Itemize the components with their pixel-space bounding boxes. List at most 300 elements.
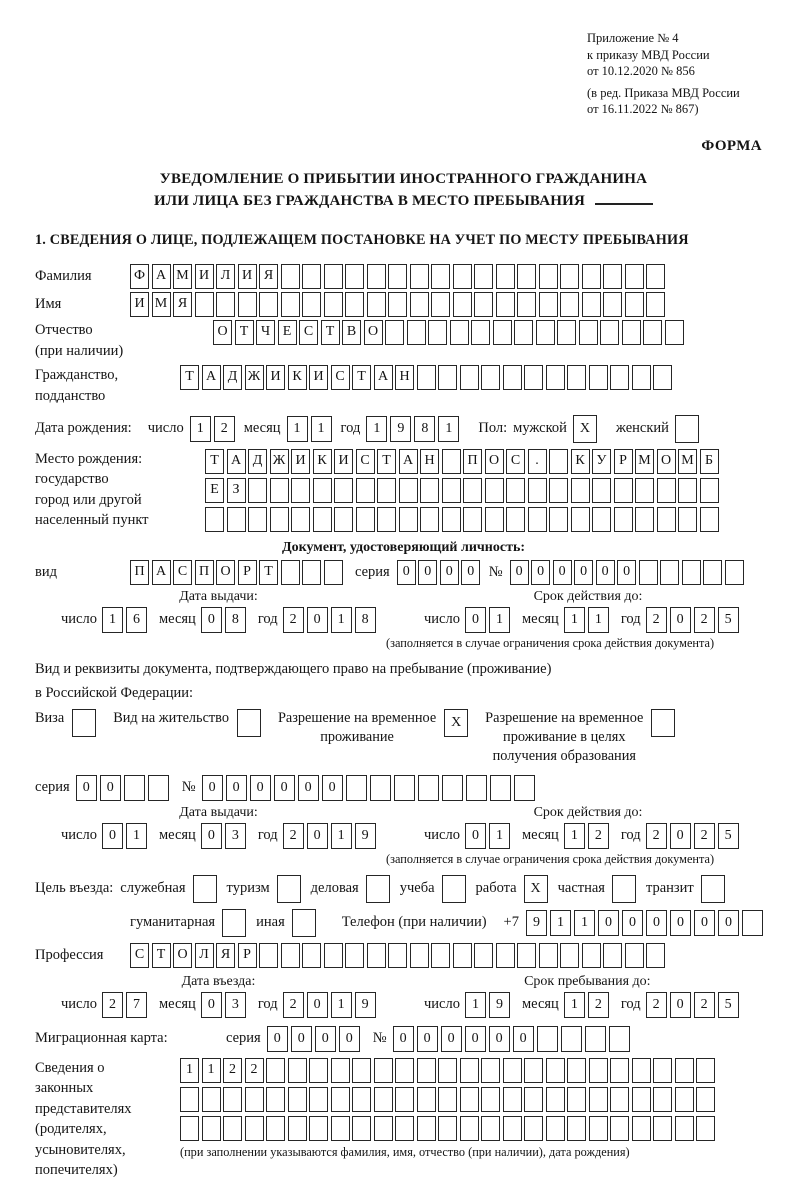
form-cell[interactable] (625, 264, 644, 289)
form-cell[interactable]: 9 (489, 992, 510, 1018)
form-cell[interactable]: 0 (250, 775, 271, 801)
form-cell[interactable] (431, 292, 450, 317)
form-cell[interactable]: 0 (441, 1026, 462, 1052)
form-cell[interactable]: З (227, 478, 246, 503)
form-cell[interactable] (610, 1116, 629, 1141)
form-cell[interactable] (571, 507, 590, 532)
form-cell[interactable] (524, 1087, 543, 1112)
form-cell[interactable]: 7 (126, 992, 147, 1018)
form-cell[interactable]: Т (352, 365, 371, 390)
form-cell[interactable]: Т (205, 449, 224, 474)
form-cell[interactable]: 0 (100, 775, 121, 801)
form-cell[interactable] (438, 1058, 457, 1083)
form-cell[interactable]: 2 (694, 607, 715, 633)
form-cell[interactable]: Т (259, 560, 278, 585)
form-cell[interactable]: 5 (718, 992, 739, 1018)
form-cell[interactable] (517, 292, 536, 317)
form-cell[interactable] (428, 320, 447, 345)
form-cell[interactable]: А (152, 560, 171, 585)
form-cell[interactable]: С (356, 449, 375, 474)
form-cell[interactable]: 1 (489, 607, 510, 633)
form-cell[interactable]: Е (278, 320, 297, 345)
form-cell[interactable] (270, 507, 289, 532)
form-cell[interactable] (367, 292, 386, 317)
checkbox-cell[interactable]: X (573, 415, 597, 443)
form-cell[interactable]: Я (259, 264, 278, 289)
form-cell[interactable]: 0 (202, 775, 223, 801)
form-cell[interactable]: 0 (201, 992, 222, 1018)
form-cell[interactable]: 0 (465, 823, 486, 849)
form-cell[interactable] (377, 478, 396, 503)
form-cell[interactable] (281, 943, 300, 968)
form-cell[interactable]: 1 (180, 1058, 199, 1083)
form-cell[interactable]: С (173, 560, 192, 585)
form-cell[interactable]: 1 (564, 823, 585, 849)
form-cell[interactable] (567, 1058, 586, 1083)
form-cell[interactable] (703, 560, 722, 585)
form-cell[interactable] (585, 1026, 606, 1052)
form-cell[interactable] (377, 507, 396, 532)
form-cell[interactable] (417, 1058, 436, 1083)
form-cell[interactable]: 1 (564, 992, 585, 1018)
checkbox-cell[interactable] (72, 709, 96, 737)
form-cell[interactable] (334, 507, 353, 532)
form-cell[interactable] (503, 365, 522, 390)
form-cell[interactable]: А (152, 264, 171, 289)
form-cell[interactable] (503, 1058, 522, 1083)
form-cell[interactable] (399, 507, 418, 532)
form-cell[interactable] (503, 1116, 522, 1141)
form-cell[interactable] (370, 775, 391, 801)
form-cell[interactable]: О (213, 320, 232, 345)
form-cell[interactable]: Т (180, 365, 199, 390)
form-cell[interactable] (665, 320, 684, 345)
form-cell[interactable]: И (266, 365, 285, 390)
form-cell[interactable] (270, 478, 289, 503)
form-cell[interactable] (539, 943, 558, 968)
form-cell[interactable]: 1 (331, 607, 352, 633)
form-cell[interactable] (367, 264, 386, 289)
form-cell[interactable] (517, 943, 536, 968)
form-cell[interactable] (657, 478, 676, 503)
form-cell[interactable]: 0 (670, 607, 691, 633)
form-cell[interactable]: О (216, 560, 235, 585)
form-cell[interactable]: 0 (617, 560, 636, 585)
form-cell[interactable]: Т (321, 320, 340, 345)
form-cell[interactable] (546, 1087, 565, 1112)
form-cell[interactable] (374, 1058, 393, 1083)
form-cell[interactable] (610, 1058, 629, 1083)
form-cell[interactable]: 0 (397, 560, 416, 585)
form-cell[interactable] (313, 507, 332, 532)
form-cell[interactable] (592, 478, 611, 503)
form-cell[interactable]: 0 (553, 560, 572, 585)
checkbox-cell[interactable]: X (444, 709, 468, 737)
form-cell[interactable] (309, 1058, 328, 1083)
form-cell[interactable] (582, 943, 601, 968)
form-cell[interactable]: 1 (190, 416, 211, 442)
form-cell[interactable] (536, 320, 555, 345)
form-cell[interactable] (438, 365, 457, 390)
form-cell[interactable] (603, 292, 622, 317)
form-cell[interactable]: Е (205, 478, 224, 503)
form-cell[interactable]: М (152, 292, 171, 317)
form-cell[interactable] (485, 507, 504, 532)
form-cell[interactable] (124, 775, 145, 801)
form-cell[interactable]: В (342, 320, 361, 345)
form-cell[interactable] (493, 320, 512, 345)
form-cell[interactable] (646, 292, 665, 317)
form-cell[interactable] (678, 478, 697, 503)
form-cell[interactable]: Я (173, 292, 192, 317)
checkbox-cell[interactable] (193, 875, 217, 903)
form-cell[interactable] (742, 910, 763, 936)
form-cell[interactable] (546, 1058, 565, 1083)
form-cell[interactable] (646, 264, 665, 289)
form-cell[interactable] (589, 1058, 608, 1083)
form-cell[interactable]: Д (223, 365, 242, 390)
form-cell[interactable] (420, 478, 439, 503)
form-cell[interactable]: 2 (588, 823, 609, 849)
form-cell[interactable]: А (227, 449, 246, 474)
form-cell[interactable] (557, 320, 576, 345)
form-cell[interactable]: И (130, 292, 149, 317)
form-cell[interactable] (438, 1116, 457, 1141)
form-cell[interactable] (195, 292, 214, 317)
form-cell[interactable] (352, 1087, 371, 1112)
form-cell[interactable] (463, 478, 482, 503)
form-cell[interactable]: 0 (298, 775, 319, 801)
form-cell[interactable] (589, 365, 608, 390)
form-cell[interactable]: 9 (390, 416, 411, 442)
form-cell[interactable] (345, 264, 364, 289)
checkbox-cell[interactable] (651, 709, 675, 737)
form-cell[interactable] (417, 365, 436, 390)
form-cell[interactable]: 8 (414, 416, 435, 442)
form-cell[interactable] (266, 1087, 285, 1112)
form-cell[interactable]: 0 (646, 910, 667, 936)
form-cell[interactable] (625, 292, 644, 317)
form-cell[interactable]: 2 (646, 823, 667, 849)
form-cell[interactable]: 0 (226, 775, 247, 801)
form-cell[interactable] (635, 507, 654, 532)
form-cell[interactable] (345, 292, 364, 317)
form-cell[interactable]: 1 (331, 823, 352, 849)
form-cell[interactable]: М (635, 449, 654, 474)
form-cell[interactable] (324, 943, 343, 968)
form-cell[interactable] (537, 1026, 558, 1052)
form-cell[interactable] (205, 507, 224, 532)
form-cell[interactable]: 0 (718, 910, 739, 936)
form-cell[interactable]: У (592, 449, 611, 474)
form-cell[interactable] (524, 1058, 543, 1083)
form-cell[interactable]: А (399, 449, 418, 474)
form-cell[interactable] (549, 449, 568, 474)
form-cell[interactable] (503, 1087, 522, 1112)
form-cell[interactable]: Р (238, 943, 257, 968)
form-cell[interactable]: 0 (267, 1026, 288, 1052)
form-cell[interactable]: Т (152, 943, 171, 968)
form-cell[interactable] (675, 1087, 694, 1112)
form-cell[interactable]: 0 (596, 560, 615, 585)
form-cell[interactable] (635, 478, 654, 503)
form-cell[interactable] (579, 320, 598, 345)
form-cell[interactable]: Т (377, 449, 396, 474)
form-cell[interactable]: 2 (283, 992, 304, 1018)
form-cell[interactable] (539, 264, 558, 289)
form-cell[interactable]: 0 (598, 910, 619, 936)
form-cell[interactable] (248, 507, 267, 532)
checkbox-cell[interactable] (292, 909, 316, 937)
form-cell[interactable] (471, 320, 490, 345)
form-cell[interactable] (632, 1116, 651, 1141)
form-cell[interactable]: Д (248, 449, 267, 474)
form-cell[interactable] (646, 943, 665, 968)
form-cell[interactable] (374, 1116, 393, 1141)
form-cell[interactable]: К (288, 365, 307, 390)
form-cell[interactable]: 0 (307, 823, 328, 849)
form-cell[interactable]: 0 (418, 560, 437, 585)
form-cell[interactable]: 0 (307, 992, 328, 1018)
form-cell[interactable]: 0 (670, 992, 691, 1018)
form-cell[interactable] (496, 264, 515, 289)
form-cell[interactable] (223, 1116, 242, 1141)
form-cell[interactable] (202, 1116, 221, 1141)
form-cell[interactable] (442, 775, 463, 801)
form-cell[interactable]: Ж (245, 365, 264, 390)
form-cell[interactable] (546, 1116, 565, 1141)
form-cell[interactable]: 0 (622, 910, 643, 936)
form-cell[interactable]: А (202, 365, 221, 390)
form-cell[interactable]: 0 (489, 1026, 510, 1052)
form-cell[interactable]: С (299, 320, 318, 345)
form-cell[interactable] (302, 264, 321, 289)
form-cell[interactable] (660, 560, 679, 585)
form-cell[interactable] (388, 943, 407, 968)
form-cell[interactable]: 2 (102, 992, 123, 1018)
form-cell[interactable] (549, 507, 568, 532)
form-cell[interactable]: С (331, 365, 350, 390)
form-cell[interactable] (410, 292, 429, 317)
form-cell[interactable] (463, 507, 482, 532)
form-cell[interactable] (603, 264, 622, 289)
form-cell[interactable] (302, 943, 321, 968)
form-cell[interactable] (281, 560, 300, 585)
form-cell[interactable] (291, 507, 310, 532)
form-cell[interactable] (346, 775, 367, 801)
form-cell[interactable] (725, 560, 744, 585)
form-cell[interactable] (496, 292, 515, 317)
form-cell[interactable] (700, 478, 719, 503)
form-cell[interactable] (546, 365, 565, 390)
form-cell[interactable] (514, 320, 533, 345)
form-cell[interactable] (442, 507, 461, 532)
form-cell[interactable] (302, 292, 321, 317)
form-cell[interactable]: 0 (291, 1026, 312, 1052)
form-cell[interactable] (592, 507, 611, 532)
form-cell[interactable] (610, 365, 629, 390)
form-cell[interactable] (466, 775, 487, 801)
form-cell[interactable] (388, 264, 407, 289)
form-cell[interactable]: Ф (130, 264, 149, 289)
form-cell[interactable]: О (657, 449, 676, 474)
form-cell[interactable]: 2 (283, 823, 304, 849)
form-cell[interactable] (506, 478, 525, 503)
form-cell[interactable] (460, 365, 479, 390)
form-cell[interactable]: И (195, 264, 214, 289)
form-cell[interactable] (696, 1116, 715, 1141)
form-cell[interactable] (227, 507, 246, 532)
form-cell[interactable]: 0 (465, 1026, 486, 1052)
form-cell[interactable] (474, 943, 493, 968)
checkbox-cell[interactable] (366, 875, 390, 903)
form-cell[interactable] (589, 1087, 608, 1112)
checkbox-cell[interactable] (237, 709, 261, 737)
form-cell[interactable] (632, 1087, 651, 1112)
form-cell[interactable] (528, 507, 547, 532)
form-cell[interactable] (309, 1087, 328, 1112)
form-cell[interactable]: 0 (102, 823, 123, 849)
form-cell[interactable]: 0 (307, 607, 328, 633)
form-cell[interactable] (474, 292, 493, 317)
form-cell[interactable]: И (238, 264, 257, 289)
form-cell[interactable]: 3 (225, 823, 246, 849)
form-cell[interactable]: 6 (126, 607, 147, 633)
form-cell[interactable] (248, 478, 267, 503)
form-cell[interactable] (517, 264, 536, 289)
form-cell[interactable]: 2 (588, 992, 609, 1018)
form-cell[interactable] (313, 478, 332, 503)
form-cell[interactable] (653, 1087, 672, 1112)
form-cell[interactable]: 1 (202, 1058, 221, 1083)
form-cell[interactable] (334, 478, 353, 503)
form-cell[interactable] (490, 775, 511, 801)
form-cell[interactable]: 9 (355, 823, 376, 849)
form-cell[interactable]: Н (395, 365, 414, 390)
form-cell[interactable] (614, 478, 633, 503)
form-cell[interactable] (675, 1116, 694, 1141)
form-cell[interactable] (632, 1058, 651, 1083)
checkbox-cell[interactable]: X (524, 875, 548, 903)
form-cell[interactable] (385, 320, 404, 345)
form-cell[interactable] (589, 1116, 608, 1141)
form-cell[interactable] (481, 1116, 500, 1141)
form-cell[interactable] (352, 1058, 371, 1083)
form-cell[interactable] (632, 365, 651, 390)
form-cell[interactable] (331, 1116, 350, 1141)
form-cell[interactable] (653, 365, 672, 390)
form-cell[interactable] (180, 1116, 199, 1141)
form-cell[interactable]: 2 (223, 1058, 242, 1083)
form-cell[interactable]: 2 (694, 992, 715, 1018)
form-cell[interactable]: Ч (256, 320, 275, 345)
form-cell[interactable]: 2 (245, 1058, 264, 1083)
form-cell[interactable] (399, 478, 418, 503)
form-cell[interactable]: И (291, 449, 310, 474)
checkbox-cell[interactable] (675, 415, 699, 443)
form-cell[interactable]: 1 (574, 910, 595, 936)
form-cell[interactable]: 8 (355, 607, 376, 633)
form-cell[interactable] (696, 1087, 715, 1112)
form-cell[interactable]: 0 (531, 560, 550, 585)
form-cell[interactable] (460, 1058, 479, 1083)
form-cell[interactable] (524, 365, 543, 390)
form-cell[interactable] (410, 264, 429, 289)
form-cell[interactable]: 2 (283, 607, 304, 633)
form-cell[interactable]: 1 (438, 416, 459, 442)
form-cell[interactable] (438, 1087, 457, 1112)
form-cell[interactable]: П (195, 560, 214, 585)
form-cell[interactable] (560, 264, 579, 289)
form-cell[interactable] (610, 1087, 629, 1112)
form-cell[interactable] (567, 1116, 586, 1141)
form-cell[interactable]: 0 (417, 1026, 438, 1052)
form-cell[interactable] (460, 1087, 479, 1112)
form-cell[interactable] (442, 478, 461, 503)
form-cell[interactable]: 8 (225, 607, 246, 633)
form-cell[interactable]: 1 (564, 607, 585, 633)
form-cell[interactable]: 1 (287, 416, 308, 442)
form-cell[interactable] (549, 478, 568, 503)
form-cell[interactable]: Л (195, 943, 214, 968)
form-cell[interactable] (603, 943, 622, 968)
checkbox-cell[interactable] (612, 875, 636, 903)
form-cell[interactable]: П (130, 560, 149, 585)
form-cell[interactable]: 0 (315, 1026, 336, 1052)
form-cell[interactable] (388, 292, 407, 317)
form-cell[interactable] (514, 775, 535, 801)
form-cell[interactable]: 0 (670, 823, 691, 849)
form-cell[interactable] (245, 1087, 264, 1112)
form-cell[interactable] (324, 292, 343, 317)
form-cell[interactable] (600, 320, 619, 345)
form-cell[interactable] (560, 292, 579, 317)
form-cell[interactable] (614, 507, 633, 532)
form-cell[interactable] (395, 1116, 414, 1141)
form-cell[interactable]: 5 (718, 607, 739, 633)
form-cell[interactable] (417, 1116, 436, 1141)
form-cell[interactable]: 3 (225, 992, 246, 1018)
form-cell[interactable]: 2 (646, 992, 667, 1018)
form-cell[interactable]: Я (216, 943, 235, 968)
form-cell[interactable] (259, 292, 278, 317)
form-cell[interactable] (395, 1087, 414, 1112)
form-cell[interactable] (450, 320, 469, 345)
form-cell[interactable] (291, 478, 310, 503)
form-cell[interactable]: 1 (331, 992, 352, 1018)
form-cell[interactable] (539, 292, 558, 317)
form-cell[interactable] (506, 507, 525, 532)
form-cell[interactable] (567, 365, 586, 390)
form-cell[interactable]: К (571, 449, 590, 474)
form-cell[interactable] (481, 1087, 500, 1112)
form-cell[interactable] (700, 507, 719, 532)
form-cell[interactable] (675, 1058, 694, 1083)
form-cell[interactable]: 0 (201, 607, 222, 633)
form-cell[interactable] (653, 1058, 672, 1083)
form-cell[interactable]: 1 (102, 607, 123, 633)
form-cell[interactable]: А (374, 365, 393, 390)
form-cell[interactable] (367, 943, 386, 968)
form-cell[interactable]: 0 (574, 560, 593, 585)
form-cell[interactable]: 0 (670, 910, 691, 936)
form-cell[interactable]: 0 (274, 775, 295, 801)
form-cell[interactable] (180, 1087, 199, 1112)
form-cell[interactable] (395, 1058, 414, 1083)
form-cell[interactable] (582, 264, 601, 289)
form-cell[interactable] (442, 449, 461, 474)
form-cell[interactable]: Н (420, 449, 439, 474)
